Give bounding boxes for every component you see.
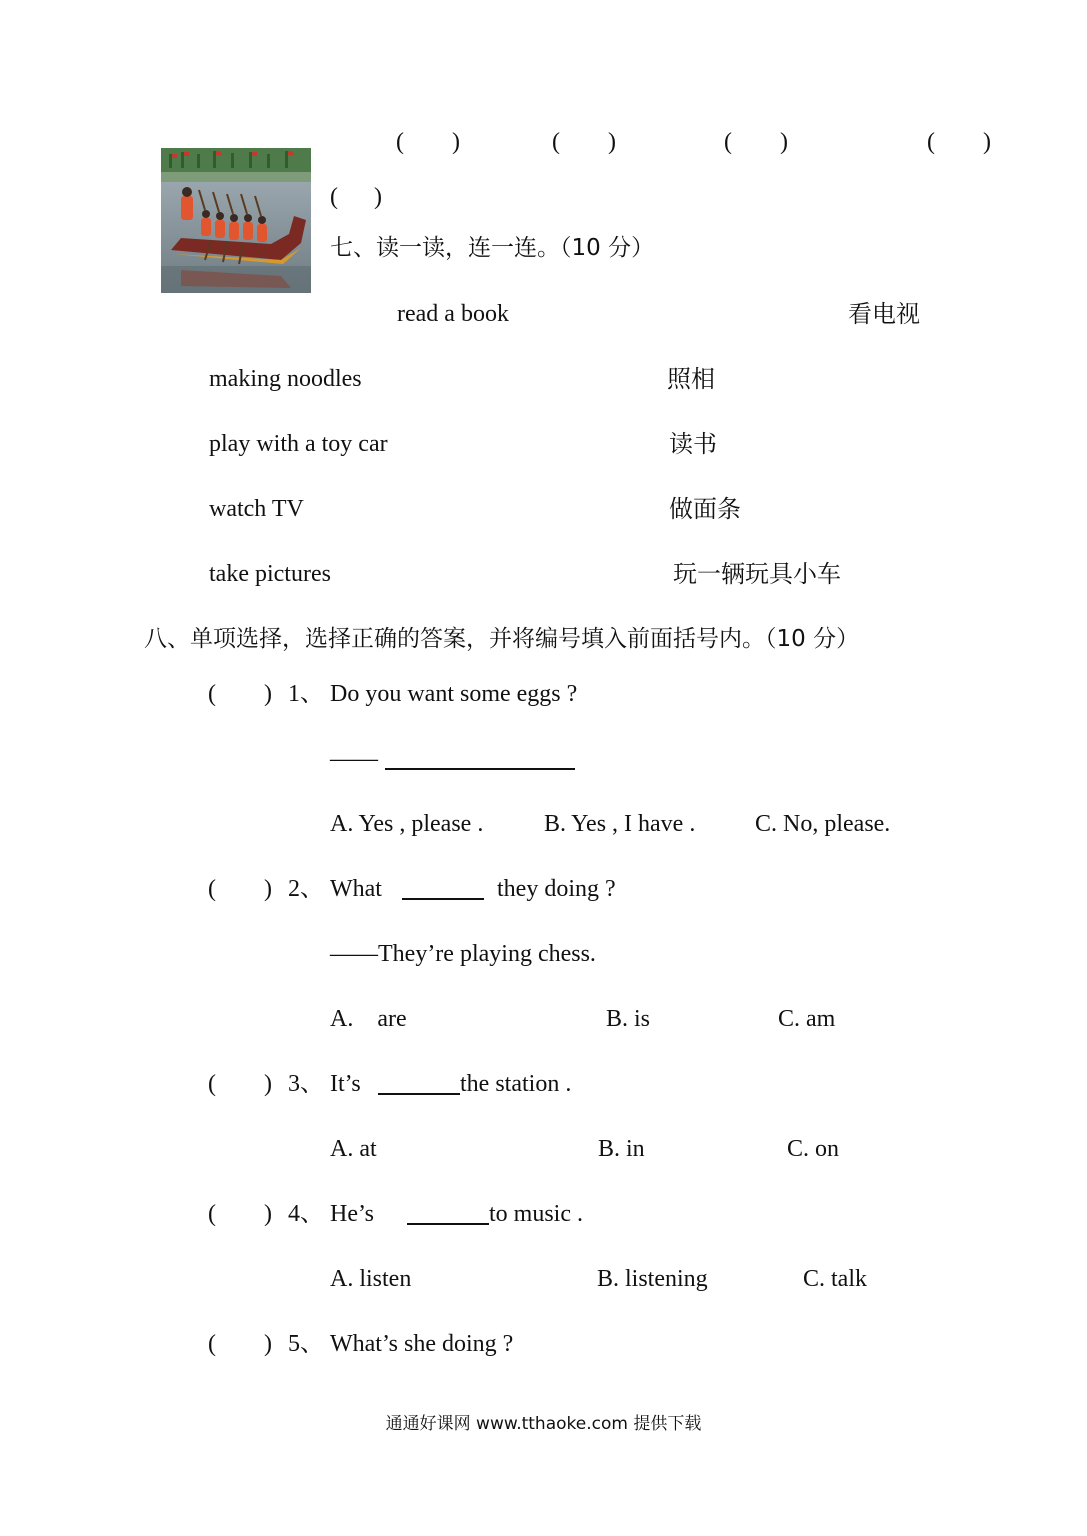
question-text: they doing ? — [497, 876, 616, 902]
question-number: 1、 — [288, 681, 324, 707]
question-text: the station . — [460, 1071, 572, 1097]
answer-blank[interactable] — [407, 1223, 489, 1225]
dragon-boat-photo — [161, 148, 311, 293]
question-text: It’s — [330, 1071, 361, 1097]
answer-dash: —— — [330, 746, 378, 772]
match-english-item[interactable]: making noodles — [209, 366, 362, 392]
match-chinese-item[interactable]: 照相 — [667, 365, 715, 393]
answer-bracket[interactable]: ( ) — [208, 1331, 272, 1357]
match-english-item[interactable]: watch TV — [209, 496, 304, 522]
match-chinese-item[interactable]: 读书 — [669, 430, 717, 458]
option-b[interactable]: B. listening — [597, 1266, 708, 1292]
answer-blank[interactable] — [385, 768, 575, 770]
answer-bracket[interactable]: ( ) — [724, 129, 788, 155]
section-7-title: 七、读一读，连一连。（10 分） — [330, 235, 655, 261]
match-english-item[interactable]: take pictures — [209, 561, 331, 587]
option-b[interactable]: B. in — [598, 1136, 645, 1162]
answer-blank[interactable] — [402, 898, 484, 900]
answer-bracket[interactable]: ( ) — [330, 184, 382, 210]
question-number: 5、 — [288, 1331, 324, 1357]
question-number: 4、 — [288, 1201, 324, 1227]
match-chinese-item[interactable]: 看电视 — [848, 300, 920, 328]
match-english-item[interactable]: play with a toy car — [209, 431, 388, 457]
option-b[interactable]: B. Yes , I have . — [544, 811, 696, 837]
page-footer: 通通好课网 www.tthaoke.com 提供下载 — [385, 1414, 702, 1434]
answer-bracket[interactable]: ( ) — [208, 876, 272, 902]
option-a[interactable]: A. Yes , please . — [330, 811, 484, 837]
option-c[interactable]: C. on — [787, 1136, 840, 1162]
question-text: What’s she doing ? — [330, 1331, 514, 1357]
question-number: 3、 — [288, 1071, 324, 1097]
answer-bracket[interactable]: ( ) — [208, 1071, 272, 1097]
match-chinese-item[interactable]: 玩一辆玩具小车 — [673, 560, 841, 588]
option-c[interactable]: C. No, please. — [755, 811, 891, 837]
section-8-title: 八、单项选择，选择正确的答案，并将编号填入前面括号内。（10 分） — [144, 626, 860, 652]
question-text: He’s — [330, 1201, 374, 1227]
answer-bracket[interactable]: ( ) — [396, 129, 460, 155]
question-number: 2、 — [288, 876, 324, 902]
answer-bracket[interactable]: ( ) — [208, 681, 272, 707]
dialogue-answer: ——They’re playing chess. — [330, 941, 596, 967]
option-a[interactable]: A. at — [330, 1136, 377, 1162]
option-a[interactable]: A. are — [330, 1006, 407, 1032]
question-text: Do you want some eggs ? — [330, 681, 578, 707]
question-text: What — [330, 876, 382, 902]
match-english-item[interactable]: read a book — [397, 301, 509, 327]
option-c[interactable]: C. talk — [803, 1266, 867, 1292]
answer-blank[interactable] — [378, 1093, 460, 1095]
match-chinese-item[interactable]: 做面条 — [669, 495, 741, 523]
option-a[interactable]: A. listen — [330, 1266, 412, 1292]
option-b[interactable]: B. is — [606, 1006, 651, 1032]
answer-bracket[interactable]: ( ) — [552, 129, 616, 155]
answer-bracket[interactable]: ( ) — [927, 129, 991, 155]
answer-bracket[interactable]: ( ) — [208, 1201, 272, 1227]
option-c[interactable]: C. am — [778, 1006, 836, 1032]
question-text: to music . — [489, 1201, 583, 1227]
